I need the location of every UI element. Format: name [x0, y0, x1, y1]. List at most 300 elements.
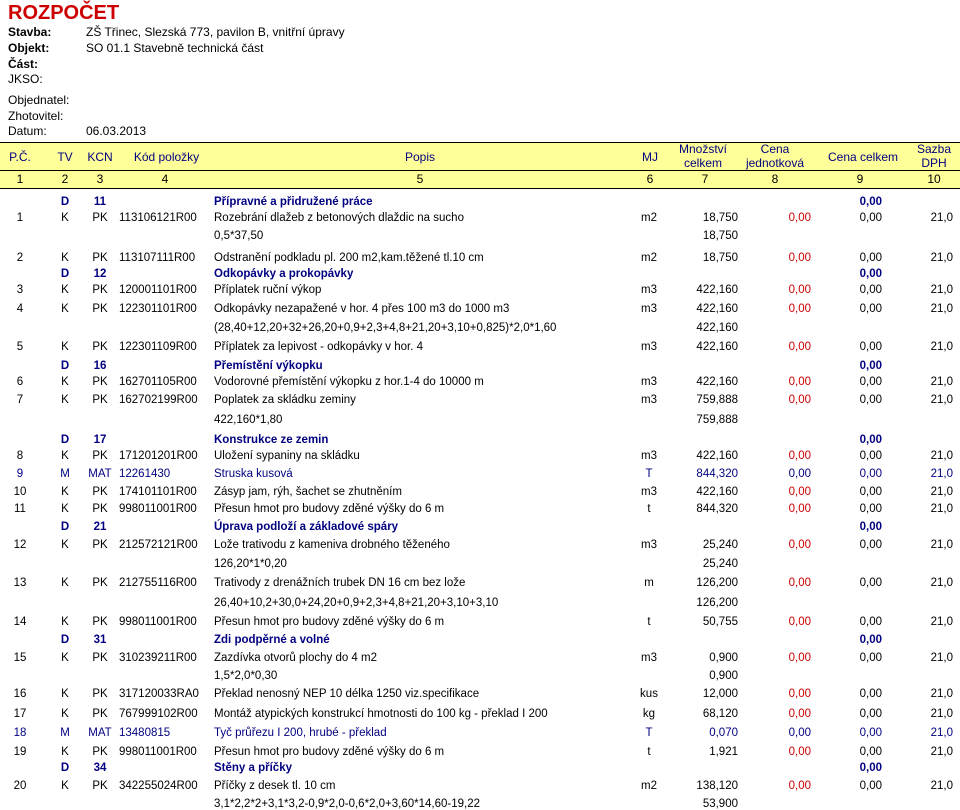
vat-rate: 21,0 [930, 450, 953, 462]
col-header-cena-line2: jednotková [745, 156, 805, 170]
unit: m2 [641, 252, 657, 264]
item-number: 12 [13, 539, 27, 551]
section-total: 0,00 [859, 762, 882, 774]
unit: m3 [641, 486, 657, 498]
section-total: 0,00 [859, 268, 882, 280]
item-code: 162701105R00 [119, 376, 197, 388]
vat-rate: 21,0 [930, 727, 953, 739]
section-code: 11 [93, 196, 107, 208]
total-price: 0,00 [859, 503, 882, 515]
measurement-row[interactable] [0, 796, 960, 810]
item-number: 4 [16, 303, 24, 315]
total-price: 0,00 [859, 468, 882, 480]
quantity: 126,200 [696, 577, 738, 589]
unit-price: 0,00 [788, 746, 811, 758]
column-number: 9 [856, 172, 864, 186]
info-value: 06.03.2013 [86, 124, 147, 138]
section-row[interactable] [0, 194, 960, 210]
row-type: K [61, 394, 69, 406]
quantity: 0,070 [709, 727, 738, 739]
item-code: 998011001R00 [119, 616, 197, 628]
section-row[interactable] [0, 432, 960, 448]
header-bottom-rule [0, 188, 960, 189]
unit-price: 0,00 [788, 450, 811, 462]
section-code: 31 [93, 634, 107, 646]
unit: m2 [641, 780, 657, 792]
measurement-formula: 26,40+10,2+30,0+24,20+0,9+2,3+4,8+21,20+3,10+3,10 [214, 597, 499, 609]
unit: T [645, 468, 653, 480]
item-number: 10 [13, 486, 27, 498]
vat-rate: 21,0 [930, 780, 953, 792]
vat-rate: 21,0 [930, 503, 953, 515]
item-code: 310239211R00 [119, 652, 197, 664]
col-header-celkem: Cena celkem [827, 150, 899, 164]
vat-rate: 21,0 [930, 376, 953, 388]
total-price: 0,00 [859, 376, 882, 388]
item-row[interactable] [0, 501, 960, 517]
item-code: 342255024R00 [119, 780, 198, 792]
item-description: Překlad nenosný NEP 10 délka 1250 viz.specifikace [214, 688, 480, 700]
info-value: SO 01.1 Stavebně technická část [86, 41, 264, 55]
item-number: 16 [13, 688, 27, 700]
col-header-kod: Kód položky [133, 150, 200, 164]
unit: t [647, 746, 651, 758]
col-header-mnozstvi-line2: celkem [683, 156, 722, 170]
header-top-rule [0, 142, 960, 143]
item-number: 18 [13, 727, 27, 739]
item-description: Odstranění podkladu pl. 200 m2,kam.těžené tl.10 cm [214, 252, 484, 264]
measurement-row[interactable] [0, 668, 960, 684]
row-type: K [61, 746, 69, 758]
item-code: 122301101R00 [119, 303, 197, 315]
vat-rate: 21,0 [930, 341, 953, 353]
kcn-code: MAT [88, 468, 112, 480]
item-code: 13480815 [119, 727, 171, 739]
total-price: 0,00 [859, 284, 882, 296]
total-price: 0,00 [859, 486, 882, 498]
column-number: 2 [61, 172, 69, 186]
row-type: K [61, 539, 69, 551]
kcn-code: PK [92, 212, 108, 224]
item-number: 8 [16, 450, 24, 462]
unit: m3 [641, 450, 657, 462]
unit-price: 0,00 [788, 616, 811, 628]
quantity: 422,160 [696, 376, 738, 388]
item-description: Rozebrání dlažeb z betonových dlaždic na sucho [214, 212, 464, 224]
col-header-cena [740, 142, 810, 170]
unit-price: 0,00 [788, 708, 811, 720]
quantity: 138,120 [696, 780, 738, 792]
unit: t [647, 503, 651, 515]
vat-rate: 21,0 [930, 688, 953, 700]
col-header-mnozstvi [672, 142, 734, 170]
unit-price: 0,00 [788, 652, 811, 664]
vat-rate: 21,0 [930, 616, 953, 628]
column-number: 4 [161, 172, 169, 186]
total-price: 0,00 [859, 450, 882, 462]
section-total: 0,00 [859, 360, 882, 372]
col-header-kcn: KCN [87, 150, 113, 164]
item-description: Uložení sypaniny na skládku [214, 450, 360, 462]
unit-price: 0,00 [788, 252, 811, 264]
quantity: 844,320 [696, 468, 738, 480]
item-row[interactable] [0, 282, 960, 298]
item-description: Příplatek za lepivost - odkopávky v hor. 4 [214, 341, 424, 353]
total-price: 0,00 [859, 746, 882, 758]
item-row[interactable] [0, 374, 960, 390]
unit-price: 0,00 [788, 688, 811, 700]
row-type: D [60, 762, 70, 774]
item-number: 14 [13, 616, 27, 628]
row-type: D [60, 360, 70, 372]
info-label: Objekt: [8, 41, 50, 55]
vat-rate: 21,0 [930, 303, 953, 315]
col-header-sazba-line2: DPH [921, 156, 947, 170]
quantity: 18,750 [702, 212, 738, 224]
info-label: Datum: [8, 124, 47, 138]
section-code: 12 [93, 268, 107, 280]
total-price: 0,00 [859, 652, 882, 664]
quantity: 0,900 [709, 652, 738, 664]
measurement-result: 126,200 [696, 597, 738, 609]
row-type: K [61, 486, 69, 498]
kcn-code: MAT [88, 727, 112, 739]
kcn-code: PK [92, 746, 108, 758]
section-code: 16 [93, 360, 107, 372]
unit: m3 [641, 341, 657, 353]
row-type: K [61, 708, 69, 720]
section-title: Stěny a příčky [214, 762, 292, 774]
item-code: 120001101R00 [119, 284, 197, 296]
section-total: 0,00 [859, 196, 882, 208]
item-row[interactable] [0, 614, 960, 630]
unit-price: 0,00 [788, 376, 811, 388]
item-description: Montáž atypických konstrukcí hmotnosti do 100 kg - překlad I 200 [214, 708, 548, 720]
item-code: 212572121R00 [119, 539, 198, 551]
row-type: M [60, 727, 70, 739]
quantity: 759,888 [696, 394, 738, 406]
unit: m [644, 577, 654, 589]
item-number: 7 [16, 394, 24, 406]
vat-rate: 21,0 [930, 212, 953, 224]
unit: m3 [641, 539, 657, 551]
item-description: Zásyp jam, rýh, šachet se zhutněním [214, 486, 402, 498]
item-row[interactable] [0, 339, 960, 355]
vat-rate: 21,0 [930, 746, 953, 758]
item-code: 212755116R00 [119, 577, 197, 589]
section-row[interactable] [0, 632, 960, 648]
unit-price: 0,00 [788, 780, 811, 792]
unit: m3 [641, 394, 657, 406]
kcn-code: PK [92, 708, 108, 720]
row-type: K [61, 503, 69, 515]
item-number: 1 [16, 212, 24, 224]
row-type: K [61, 341, 69, 353]
item-row[interactable] [0, 537, 960, 553]
row-type: K [61, 577, 69, 589]
material-item-row[interactable] [0, 725, 960, 741]
unit: m3 [641, 284, 657, 296]
section-title: Přemístění výkopku [214, 360, 323, 372]
section-total: 0,00 [859, 434, 882, 446]
column-number: 7 [701, 172, 709, 186]
quantity: 1,921 [709, 746, 738, 758]
item-number: 5 [16, 341, 24, 353]
item-row[interactable] [0, 575, 960, 591]
info-label: JKSO: [8, 72, 43, 86]
kcn-code: PK [92, 252, 108, 264]
unit: T [645, 727, 653, 739]
unit-price: 0,00 [788, 284, 811, 296]
measurement-result: 25,240 [702, 558, 738, 570]
col-header-tv: TV [57, 150, 73, 164]
row-type: D [60, 196, 70, 208]
section-code: 17 [93, 434, 107, 446]
item-number: 19 [13, 746, 27, 758]
section-title: Odkopávky a prokopávky [214, 268, 354, 280]
item-code: 122301109R00 [119, 341, 197, 353]
vat-rate: 21,0 [930, 284, 953, 296]
measurement-result: 759,888 [696, 414, 738, 426]
measurement-formula: 126,20*1*0,20 [214, 558, 287, 570]
kcn-code: PK [92, 616, 108, 628]
item-description: Příplatek ruční výkop [214, 284, 322, 296]
measurement-result: 0,900 [709, 670, 738, 682]
kcn-code: PK [92, 780, 108, 792]
row-type: K [61, 780, 69, 792]
section-total: 0,00 [859, 521, 882, 533]
kcn-code: PK [92, 450, 108, 462]
vat-rate: 21,0 [930, 468, 953, 480]
item-number: 3 [16, 284, 24, 296]
row-type: K [61, 376, 69, 388]
kcn-code: PK [92, 303, 108, 315]
unit: t [647, 616, 651, 628]
section-code: 21 [93, 521, 107, 533]
item-description: Příčky z desek tl. 10 cm [214, 780, 336, 792]
col-header-mj: MJ [642, 150, 658, 164]
section-total: 0,00 [859, 634, 882, 646]
item-row[interactable] [0, 706, 960, 722]
item-row[interactable] [0, 744, 960, 760]
quantity: 422,160 [696, 486, 738, 498]
measurement-row[interactable] [0, 412, 960, 428]
total-price: 0,00 [859, 708, 882, 720]
column-number: 6 [646, 172, 654, 186]
measurement-formula: 422,160*1,80 [214, 414, 283, 426]
unit-price: 0,00 [788, 212, 811, 224]
section-row[interactable] [0, 760, 960, 776]
col-header-cena-line1: Cena [760, 142, 790, 156]
kcn-code: PK [92, 577, 108, 589]
quantity: 422,160 [696, 284, 738, 296]
unit: m3 [641, 376, 657, 388]
material-item-row[interactable] [0, 466, 960, 482]
row-type: K [61, 252, 69, 264]
kcn-code: PK [92, 394, 108, 406]
item-code: 162702199R00 [119, 394, 198, 406]
item-description: Přesun hmot pro budovy zděné výšky do 6 m [214, 746, 445, 758]
row-type: K [61, 688, 69, 700]
unit-price: 0,00 [788, 727, 811, 739]
total-price: 0,00 [859, 303, 882, 315]
item-description: Zazdívka otvorů plochy do 4 m2 [214, 652, 377, 664]
quantity: 844,320 [696, 503, 738, 515]
vat-rate: 21,0 [930, 394, 953, 406]
item-description: Vodorovné přemístění výkopku z hor.1-4 do 10000 m [214, 376, 484, 388]
vat-rate: 21,0 [930, 652, 953, 664]
total-price: 0,00 [859, 727, 882, 739]
item-description: Tyč průřezu I 200, hrubé - překlad [214, 727, 387, 739]
column-number: 5 [416, 172, 424, 186]
section-title: Zdi podpěrné a volné [214, 634, 330, 646]
item-description: Odkopávky nezapažené v hor. 4 přes 100 m3 do 1000 m3 [214, 303, 510, 315]
item-number: 15 [13, 652, 27, 664]
item-code: 998011001R00 [119, 503, 197, 515]
measurement-row[interactable] [0, 556, 960, 572]
measurement-result: 18,750 [702, 230, 738, 242]
item-description: Přesun hmot pro budovy zděné výšky do 6 m [214, 503, 445, 515]
section-code: 34 [93, 762, 107, 774]
item-number: 9 [16, 468, 24, 480]
row-type: D [60, 268, 70, 280]
kcn-code: PK [92, 284, 108, 296]
total-price: 0,00 [859, 212, 882, 224]
item-row[interactable] [0, 484, 960, 500]
unit-price: 0,00 [788, 577, 811, 589]
quantity: 422,160 [696, 450, 738, 462]
item-row[interactable] [0, 778, 960, 794]
item-description: Poplatek za skládku zeminy [214, 394, 356, 406]
vat-rate: 21,0 [930, 708, 953, 720]
col-header-sazba [912, 142, 956, 170]
item-code: 317120033RA0 [119, 688, 199, 700]
item-row[interactable] [0, 448, 960, 464]
row-type: D [60, 434, 70, 446]
item-description: Trativody z drenážních trubek DN 16 cm bez lože [214, 577, 466, 589]
col-header-sazba-line1: Sazba [916, 142, 952, 156]
measurement-formula: 3,1*2,2*2+3,1*3,2-0,9*2,0-0,6*2,0+3,60*14,60-19,22 [214, 798, 480, 810]
row-type: D [60, 634, 70, 646]
section-row[interactable] [0, 266, 960, 282]
item-row[interactable] [0, 210, 960, 226]
kcn-code: PK [92, 486, 108, 498]
item-row[interactable] [0, 392, 960, 408]
unit: m3 [641, 303, 657, 315]
column-number: 8 [771, 172, 779, 186]
measurement-formula: (28,40+12,20+32+26,20+0,9+2,3+4,8+21,20+3,10+0,825)*2,0*1,60 [214, 322, 557, 334]
item-number: 2 [16, 252, 24, 264]
section-row[interactable] [0, 358, 960, 374]
total-price: 0,00 [859, 394, 882, 406]
row-type: K [61, 652, 69, 664]
item-row[interactable] [0, 650, 960, 666]
item-number: 11 [14, 503, 26, 515]
row-type: K [61, 284, 69, 296]
row-type: K [61, 616, 69, 628]
total-price: 0,00 [859, 616, 882, 628]
total-price: 0,00 [859, 780, 882, 792]
item-row[interactable] [0, 301, 960, 317]
unit-price: 0,00 [788, 539, 811, 551]
measurement-formula: 0,5*37,50 [214, 230, 264, 242]
vat-rate: 21,0 [930, 539, 953, 551]
info-value: ZŠ Třinec, Slezská 773, pavilon B, vnitřní úpravy [86, 25, 345, 39]
kcn-code: PK [92, 652, 108, 664]
quantity: 68,120 [702, 708, 738, 720]
section-title: Přípravné a přidružené práce [214, 196, 373, 208]
column-number: 1 [16, 172, 24, 186]
unit: m3 [641, 652, 657, 664]
row-type: K [61, 303, 69, 315]
unit-price: 0,00 [788, 468, 811, 480]
row-type: M [60, 468, 70, 480]
measurement-formula: 1,5*2,0*0,30 [214, 670, 278, 682]
info-label: Stavba: [8, 25, 52, 39]
measurement-result: 422,160 [696, 322, 738, 334]
total-price: 0,00 [859, 688, 882, 700]
measurement-row[interactable] [0, 595, 960, 611]
info-label: Část: [8, 57, 39, 71]
measurement-result: 53,900 [702, 798, 738, 810]
quantity: 422,160 [696, 341, 738, 353]
item-number: 6 [16, 376, 24, 388]
unit: kg [642, 708, 656, 720]
measurement-row[interactable] [0, 228, 960, 244]
total-price: 0,00 [859, 577, 882, 589]
header-mid-rule [0, 170, 960, 171]
unit-price: 0,00 [788, 341, 811, 353]
item-row[interactable] [0, 250, 960, 266]
measurement-row[interactable] [0, 320, 960, 336]
kcn-code: PK [92, 688, 108, 700]
item-number: 20 [13, 780, 27, 792]
row-type: D [60, 521, 70, 533]
unit-price: 0,00 [788, 303, 811, 315]
item-code: 12261430 [119, 468, 171, 480]
unit-price: 0,00 [788, 503, 811, 515]
unit: m2 [641, 212, 657, 224]
section-row[interactable] [0, 519, 960, 535]
item-code: 174101101R00 [119, 486, 197, 498]
col-header-mnozstvi-line1: Množství [678, 142, 727, 156]
info-label: Zhotovitel: [8, 109, 64, 123]
quantity: 18,750 [702, 252, 738, 264]
kcn-code: PK [92, 341, 108, 353]
item-row[interactable] [0, 686, 960, 702]
total-price: 0,00 [859, 341, 882, 353]
section-title: Úprava podloží a základové spáry [214, 521, 399, 533]
row-type: K [61, 450, 69, 462]
unit-price: 0,00 [788, 394, 811, 406]
row-type: K [61, 212, 69, 224]
item-description: Přesun hmot pro budovy zděné výšky do 6 m [214, 616, 445, 628]
quantity: 50,755 [702, 616, 738, 628]
item-code: 171201201R00 [119, 450, 198, 462]
item-description: Struska kusová [214, 468, 293, 480]
quantity: 25,240 [702, 539, 738, 551]
kcn-code: PK [92, 539, 108, 551]
page-title: ROZPOČET [8, 2, 120, 24]
item-number: 13 [13, 577, 27, 589]
column-number: 10 [927, 172, 941, 186]
item-code: 767999102R00 [119, 708, 198, 720]
item-code: 113107111R00 [119, 252, 196, 264]
col-header-pc: P.Č. [9, 150, 31, 164]
quantity: 12,000 [702, 688, 738, 700]
item-code: 998011001R00 [119, 746, 197, 758]
item-code: 113106121R00 [119, 212, 197, 224]
